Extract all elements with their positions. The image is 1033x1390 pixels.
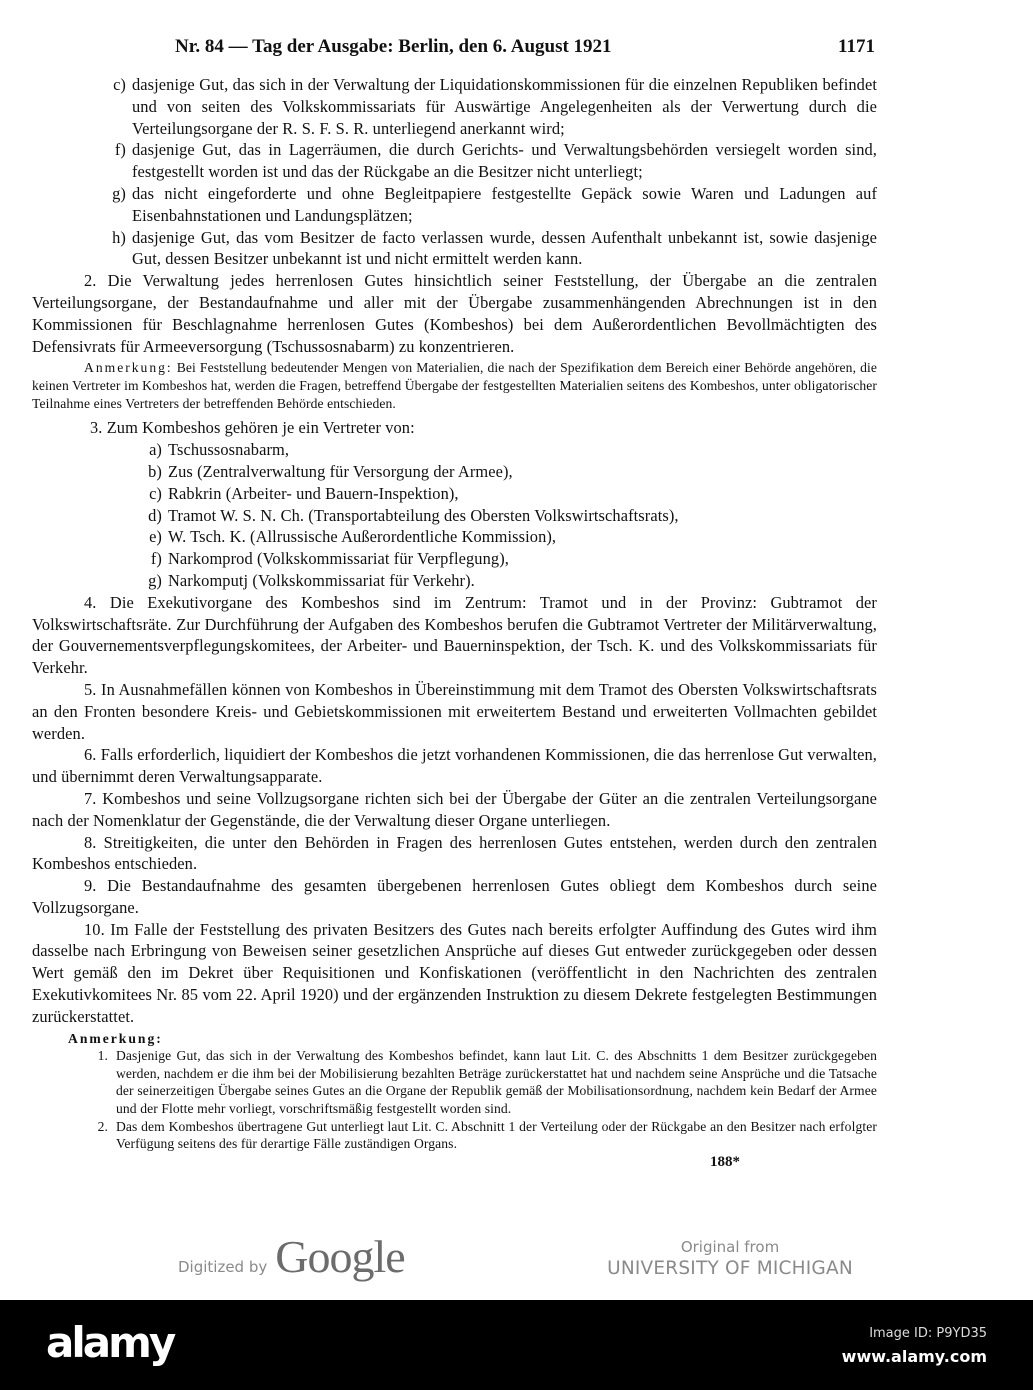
list-item: [140, 526, 877, 548]
list-item: [102, 139, 877, 183]
item-text: das nicht eingeforderte und ohne Begleitpapiere festgestellte Gepäck sowie Waren und Ladungen auf Eisenbahnstationen und Landungsplätzen;: [132, 183, 877, 225]
item-text: dasjenige Gut, das vom Besitzer de facto verlassen wurde, dessen Aufenthalt unbekannt ist, sowie dasjenige Gut, dessen Besitzer unbekannt ist und nicht ermittelt werden kann.: [132, 227, 877, 269]
final-notes-label: Anmerkung:: [68, 1030, 163, 1046]
item-text: dasjenige Gut, das in Lagerräumen, die durch Gerichts- und Verwaltungsbehörden versiegelt worden sind, festgestellt worden ist und das der Rückgabe an die Besitzer nicht unterliegt;: [132, 140, 877, 182]
original-from-source: UNIVERSITY OF MICHIGAN: [607, 1258, 853, 1279]
alamy-footer: [0, 1300, 1033, 1390]
item-text: Rabkrin (Arbeiter- und Bauern-Inspektion),: [168, 483, 459, 503]
list-item: [102, 227, 877, 271]
item-label: a): [149, 440, 162, 460]
note-label: Anmerkung:: [84, 360, 173, 376]
section-5: 5. In Ausnahmefällen können von Kombeshos in Übereinstimmung mit dem Tramot des Obersten Volkswirtschaftsrats an den Fronten besondere Kreis- und Gebietskommissionen mit erweitertem Bestand und erweiterten Vollmachten gebildet werden.: [32, 679, 877, 743]
note-item: [88, 1047, 877, 1117]
item-label: e): [149, 527, 162, 547]
list-item: [140, 570, 877, 592]
item-label: g): [148, 570, 162, 590]
note-text: Bei Feststellung bedeutender Mengen von Materialien, die nach der Spezifikation dem Bereich einer Behörde angehören, die keinen Vertreter im Kombeshos hat, werden die Fragen, betreffend Übergabe der festgestellten Materialien seitens des Kombeshos, unter obligatorischer Teilnahme eines Vertreters der betreffenden Behörde entschieden.: [32, 360, 877, 412]
document-body: [32, 74, 877, 1153]
item-label: 1.: [97, 1048, 108, 1064]
google-logo: Google: [275, 1231, 405, 1282]
footer-meta: [842, 1326, 987, 1366]
item-text: Tramot W. S. N. Ch. (Transportabteilung des Obersten Volkswirtschaftsrats),: [168, 505, 679, 525]
page-number: 1171: [838, 36, 875, 57]
final-notes: [32, 1030, 877, 1153]
item-text: Narkomprod (Volkskommissariat für Verpflegung),: [168, 549, 509, 569]
header-title: Nr. 84 — Tag der Ausgabe: Berlin, den 6. August 1921: [175, 36, 612, 57]
section-2: 2. Die Verwaltung jedes herrenlosen Gutes hinsichtlich seiner Feststellung, der Übergabe an die zentralen Verteilungsorgane, der Bestandaufnahme und aller mit der Übergabe zusammenhängenden Abrechnungen ist in den Kommissionen für Beschlagnahme herrenlosen Gutes (Kombeshos) bei dem Außerordentlichen Bevollmächtigten des Defensivrats für Armeeversorgung (Tschussosnabarm) zu konzentrieren.: [32, 271, 877, 356]
section-8: 8. Streitigkeiten, die unter den Behörden in Fragen des herrenlosen Gutes entstehen, werden durch den zentralen Kombeshos entschieden.: [32, 832, 877, 874]
list-item: [140, 548, 877, 570]
item-label: f): [150, 549, 162, 569]
item-text: dasjenige Gut, das sich in der Verwaltung der Liquidationskommissionen für die einzelnen Republiken befindet und von seiten des Volkskommissariats für Auswärtige Angelegenheiten als der Verwertung durch die Verteilungsorgane der R. S. F. S. R. unterliegend anerkannt wird;: [132, 75, 877, 138]
list-item: [102, 183, 877, 227]
item-label: f): [114, 140, 126, 160]
digitized-prefix: Digitized by: [178, 1258, 268, 1276]
list-item: [140, 461, 877, 483]
item-text: Zus (Zentralverwaltung für Versorgung der Armee),: [168, 461, 513, 481]
section-6: 6. Falls erforderlich, liquidiert der Kombeshos die jetzt vorhandenen Kommissionen, die das herrenlose Gut verwalten, und übernimmt deren Verwaltungsapparate.: [32, 745, 877, 787]
section-3-intro: 3. Zum Kombeshos gehören je ein Vertreter von:: [90, 418, 415, 438]
item-text: Narkomputj (Volkskommissariat für Verkehr).: [168, 570, 475, 590]
item-text: Dasjenige Gut, das sich in der Verwaltung des Kombeshos befindet, kann laut Lit. C. des Abschnitts 1 dem Besitzer zurückgegeben werden, nachdem er die ihm bei der Mobilisierung bezahlten Beträge zurückerstattet hat und nachdem seine Ansprüche und die Tatsache der seinerzeitigen Übergabe seines Gutes an die Organe der Republik gemäß der Mobilisationsordnung, nachdem kein Bedarf der Armee und der Flotte mehr vorliegt, vorschriftsmäßig festgestellt worden sind.: [116, 1048, 877, 1117]
original-from-label: Original from: [680, 1238, 780, 1256]
section-2-note: [32, 359, 877, 413]
item-label: c): [149, 483, 162, 503]
list-item: [140, 483, 877, 505]
footer-url[interactable]: www.alamy.com: [841, 1347, 987, 1366]
image-id: Image ID: P9YD35: [869, 1326, 987, 1341]
section-4: 4. Die Exekutivorgane des Kombeshos sind im Zentrum: Tramot und in der Provinz: Gubtramot der Volkswirtschaftsräte. Zur Durchführung der Aufgaben des Kombeshos berufen die Gubtramot Vertreter der Militärverwaltung, der Gouvernementsverpflegungskomitees, der Arbeiter- und Bauerninspektion, der Tsch. K. und des Volkskommissariats für Verkehr.: [32, 592, 877, 678]
alamy-logo: alamy: [46, 1318, 174, 1367]
note-item: [88, 1118, 877, 1153]
section-3: [32, 417, 877, 591]
list-continued: [32, 74, 877, 270]
section-7: 7. Kombeshos und seine Vollzugsorgane richten sich bei der Übergabe der Güter an die zentralen Verteilungsorgane nach der Nomenklatur der Gegenstände, die der Verwaltung dieser Organe unterliegen.: [32, 788, 877, 830]
item-text: Tschussosnabarm,: [168, 440, 290, 460]
original-from: [600, 1238, 860, 1279]
item-label: c): [113, 75, 126, 94]
item-label: h): [112, 227, 126, 247]
item-label: 2.: [97, 1118, 108, 1134]
item-label: d): [148, 505, 162, 525]
list-item: [102, 74, 877, 139]
list-item: [140, 505, 877, 527]
item-text: Das dem Kombeshos übertragene Gut unterliegt laut Lit. C. Abschnitt 1 der Verteilung oder der Rückgabe an den Besitzer nach erfolgter Verfügung seitens des für derartige Fälle zuständigen Organs.: [116, 1118, 877, 1152]
section-9: 9. Die Bestandaufnahme des gesamten übergebenen herrenlosen Gutes obliegt dem Kombeshos durch seine Vollzugsorgane.: [32, 876, 877, 917]
item-label: b): [148, 461, 162, 481]
list-item: [140, 439, 877, 461]
digitized-by-google: [178, 1230, 405, 1283]
signature-mark: 188*: [710, 1154, 740, 1170]
item-label: g): [112, 183, 126, 203]
page-header: [175, 36, 875, 58]
item-text: W. Tsch. K. (Allrussische Außerordentliche Kommission),: [168, 527, 557, 547]
section-10: 10. Im Falle der Feststellung des privaten Besitzers des Gutes nach bereits erfolgter Auffindung des Gutes wird ihm dasselbe nach Erbringung von Beweisen seiner gesetzlichen Ansprüche auf dieses Gut entweder zurückgegeben oder dessen Wert gemäß den im Dekret über Requisitionen und Konfiskationen (veröffentlicht in den Nachrichten des zentralen Exekutivkomitees Nr. 85 vom 22. April 1920) und der ergänzenden Instruktion zu diesem Dekrete festgelegten Bestimmungen zurückerstattet.: [32, 919, 877, 1026]
